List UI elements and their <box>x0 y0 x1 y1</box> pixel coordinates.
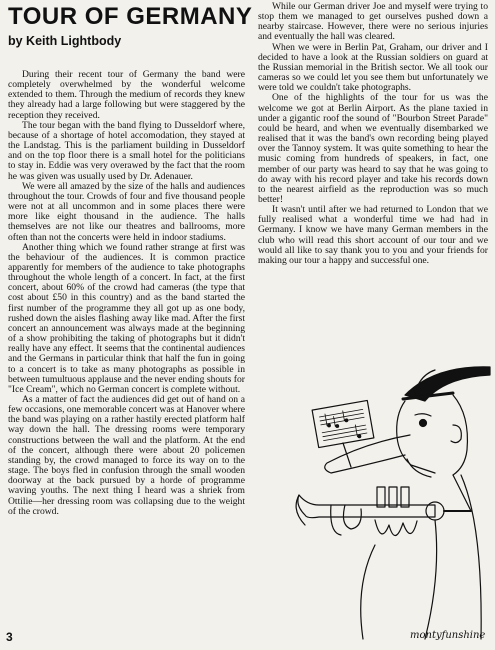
paragraph: It wasn't until after we had returned to London that we fully realised what a wonderful time we had had in Germany. I know we have many German members in the club who will read this short account of our tour and we would all like to say thank you to you and your friends for making our tour a happy and successful one. <box>258 204 488 266</box>
page-number: 3 <box>6 630 13 644</box>
artist-signature: montyfunshine <box>410 630 486 641</box>
paragraph: When we were in Berlin Pat, Graham, our driver and I decided to have a look at the Russian soldiers on guard at the Russian memorial in the British sector. We all took our cameras so we could let you see them but unfortunately we were told we couldn't take photographs. <box>258 41 488 94</box>
paragraph: The tour began with the band flying to Dusseldorf where, because of a shortage of hotel accomodation, they stayed at the Landstag. This is the parliament building in Dusseldorf and on the top floor there is a small hotel for the politicians to stay in. Eddie was very overawed by the fact that the room he was given was usually used by Dr. Adenauer. <box>8 119 245 182</box>
cartoon-trumpeter-icon <box>285 355 495 640</box>
article-title: TOUR OF GERMANY <box>8 3 253 30</box>
paragraph: Another thing which we found rather strange at first was the behaviour of the audiences. It is common practice apparently for members of the audience to take photographs throughout the whole length of a concert. In fact, at the first concert, about 60% of the crowd had cameras (the type that cost about £50 in this country) and as the band started the first number of the programme they all got up as one body, rushed down the aisles flashing away like mad. After the first concert an announcement was always made at the beginning of a show prohibiting the taking of photographs but it didn't really have any effect. It seems that the continental audiences and the Germans in particular think that half the fun in going to a concert is to take as many photographs as possible in between tumultuous applause and the never ending shouts for "Ice Cream", which no German concert is complete without. <box>8 241 245 395</box>
paragraph: We were all amazed by the size of the halls and audiences throughout the tour. Crowds of four and five thousand people were not at all uncommon and in some places there were more like eight thousand in the audience. The halls themselves are not like our theatres and ballrooms, more often than not the concerts were held in indoor stadiums. <box>8 180 245 243</box>
left-column <box>8 70 245 632</box>
paragraph: One of the highlights of the tour for us was the welcome we got at Berlin Airport. As the plane taxied in under a gigantic roof the sound of "Bourbon Street Parade" could be heard, and when we eventually disembarked we realised that it was the band's own recording being played over the Tannoy system. It was quite something to hear the music coming from hundreds of speakers, in fact, one member of our party was heard to say that he was going to do away with his record player and take his records down to the nearest airfield as the reproduction was so much better! <box>258 92 488 205</box>
paragraph: During their recent tour of Germany the band were completely overwhelmed by the wonderful welcome extended to them. Through the medium of records they knew they already had a large following but were staggered by the reception they received. <box>8 69 245 121</box>
paragraph: As a matter of fact the audiences did get out of hand on a few occasions, one memorable concert was at Hanover where the band was playing on a rather hastily erected platform half way down the hall. The dressing rooms were temporary constructions between the wall and the platform. At the end of the concert, although there were about 20 policemen standing by, the crowd managed to force its way on to the stage. The boys fled in confusion through the small wooden doorway at the back pursued by a horde of programme waving youths. The next thing I heard was a shriek from Ottilie—her dressing room was collapsing due to the weight of the crowd. <box>8 394 245 517</box>
paragraph: While our German driver Joe and myself were trying to stop them we managed to get ourselves pushed down a nearby staircase. However, there were no serious injuries and eventually the hall was cleared. <box>258 1 488 43</box>
article-byline: by Keith Lightbody <box>8 34 122 48</box>
right-column <box>258 2 488 367</box>
